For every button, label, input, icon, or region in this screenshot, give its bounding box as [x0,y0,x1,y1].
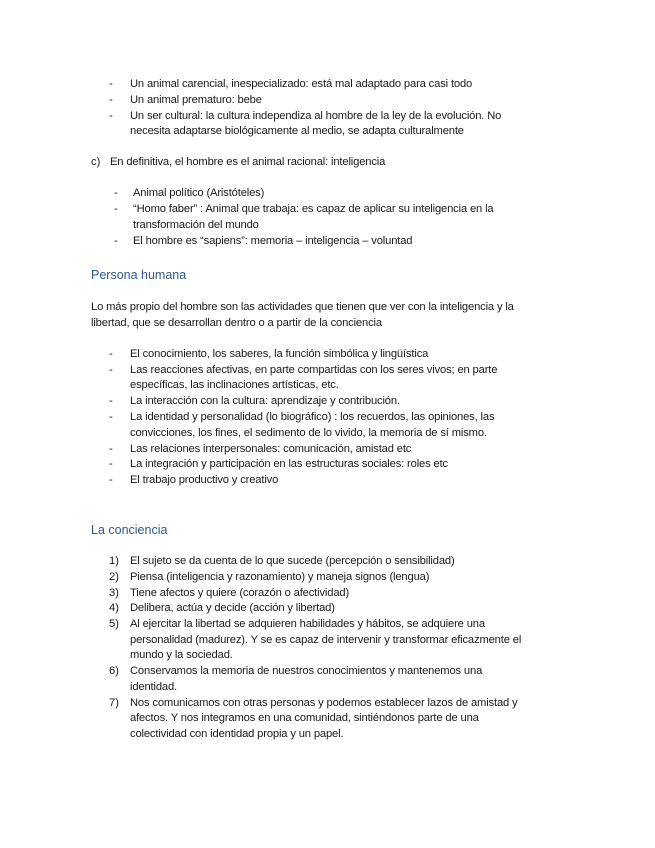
conciencia-marker-7: 7) [109,697,119,709]
persona-marker-5: - [109,443,113,455]
conciencia-item-1-line-1: El sujeto se da cuenta de lo que sucede (percepción o sensibilidad) [130,555,455,567]
list-a-item-3-line-1: Un ser cultural: la cultura independiza al hombre de la ley de la evolución. No [130,110,502,122]
list-c-marker-3: - [114,235,118,247]
conciencia-marker-4: 4) [109,602,119,614]
persona-item-1-line-1: El conocimiento, los saberes, la función simbólica y lingüística [130,348,429,360]
conciencia-item-3-line-1: Tiene afectos y quiere (corazón o afectividad) [130,587,350,599]
persona-item-5-line-1: Las relaciones interpersonales: comunicación, amistad etc [130,443,412,455]
conciencia-marker-1: 1) [109,555,119,567]
conciencia-marker-5: 5) [109,618,119,630]
conciencia-item-6-line-2: identidad. [130,681,178,693]
item-c-marker: c) [91,156,101,168]
list-c-marker-2: - [114,203,118,215]
persona-item-2-line-1: Las reacciones afectivas, en parte compartidas con los seres vivos; en parte [130,364,498,376]
list-a-item-1-line-1: Un animal carencial, inespecializado: está mal adaptado para casi todo [130,78,473,90]
persona-marker-3: - [109,395,113,407]
list-c-item-3-line-1: El hombre es “sapiens”: memoria – inteligencia – voluntad [133,235,413,247]
list-a-item-2-line-1: Un animal prematuro: bebe [130,94,262,106]
conciencia-item-7-line-2: afectos. Y nos integramos en una comunidad, sintiéndonos parte de una [130,712,479,724]
persona-item-4-line-2: convicciones, los fines, el sedimento de lo vivido, la memoria de sí mismo. [130,427,487,439]
conciencia-item-7-line-3: colectividad con identidad propia y un papel. [130,728,344,740]
conciencia-item-5-line-1: Al ejercitar la libertad se adquieren habilidades y hábitos, se adquiere una [130,618,485,630]
persona-marker-1: - [109,348,113,360]
persona-item-6-line-1: La integración y participación en las estructuras sociales: roles etc [130,458,448,470]
heading-la-conciencia: La conciencia [91,523,168,537]
list-a-marker-3: - [109,110,113,122]
conciencia-item-5-line-2: personalidad (madurez). Y se es capaz de intervenir y transformar eficazmente el [130,634,522,646]
conciencia-item-2-line-1: Piensa (inteligencia y razonamiento) y maneja signos (lengua) [130,571,430,583]
persona-item-4-line-1: La identidad y personalidad (lo biográfico) : los recuerdos, las opiniones, las [130,411,495,423]
item-c-text: En definitiva, el hombre es el animal racional: inteligencia [110,156,386,168]
persona-paragraph-line-1: Lo más propio del hombre son las actividades que tienen que ver con la inteligencia y la [91,301,514,313]
list-c-marker-1: - [114,187,118,199]
conciencia-marker-2: 2) [109,571,119,583]
persona-paragraph-line-2: libertad, que se desarrollan dentro o a partir de la conciencia [91,317,382,329]
list-a-marker-1: - [109,78,113,90]
persona-marker-7: - [109,474,113,486]
conciencia-item-4-line-1: Delibera, actúa y decide (acción y libertad) [130,602,335,614]
list-c-item-2-line-1: “Homo faber” : Animal que trabaja: es capaz de aplicar su inteligencia en la [133,203,494,215]
list-a-marker-2: - [109,94,113,106]
conciencia-item-7-line-1: Nos comunicamos con otras personas y podemos establecer lazos de amistad y [130,697,518,709]
persona-item-2-line-2: específicas, las inclinaciones artísticas, etc. [130,379,339,391]
conciencia-marker-3: 3) [109,587,119,599]
heading-persona-humana: Persona humana [91,268,187,282]
persona-item-7-line-1: El trabajo productivo y creativo [130,474,279,486]
list-c-item-2-line-2: transformación del mundo [133,219,259,231]
list-c-item-1-line-1: Animal político (Aristóteles) [133,187,265,199]
persona-item-3-line-1: La interacción con la cultura: aprendizaje y contribución. [130,395,400,407]
conciencia-item-6-line-1: Conservamos la memoria de nuestros conocimientos y mantenemos una [130,665,483,677]
conciencia-item-5-line-3: mundo y la sociedad. [130,649,233,661]
list-a-item-3-line-2: necesita adaptarse biológicamente al medio, se adapta culturalmente [130,125,464,137]
persona-marker-6: - [109,458,113,470]
persona-marker-2: - [109,364,113,376]
conciencia-marker-6: 6) [109,665,119,677]
persona-marker-4: - [109,411,113,423]
